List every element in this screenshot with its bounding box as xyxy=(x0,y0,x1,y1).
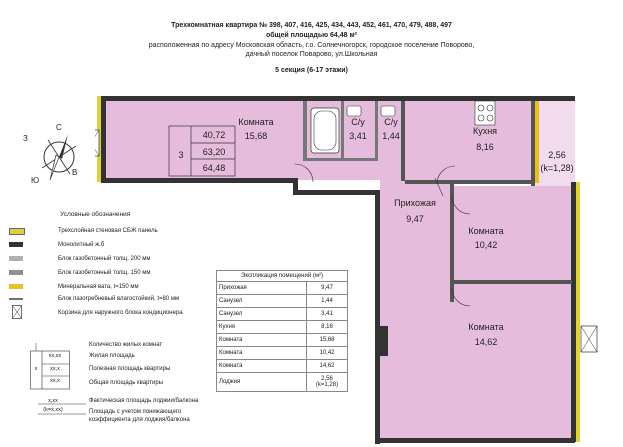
key-t0: Количество жилых комнат xyxy=(89,342,163,348)
compass-north: С xyxy=(56,123,62,132)
address-line-2: дачный поселок Поварово, ул.Школьная xyxy=(245,51,378,58)
key-t3: Общая площадь квартиры xyxy=(89,380,164,386)
legend-swatch-0 xyxy=(9,228,25,235)
key-lt1: Фактическая площадь лоджии/балкона xyxy=(89,398,199,404)
bath-name: С/у xyxy=(351,117,365,127)
legend-item-0: Трехслойная стеновая СБЖ панель xyxy=(58,228,158,234)
section-label: 5 секция (6-17 этажи) xyxy=(275,67,348,74)
summary-rooms: 3 xyxy=(178,150,184,160)
legend-swatch-4 xyxy=(9,284,23,289)
legend-swatch-3 xyxy=(9,270,23,275)
ac-basket-icon xyxy=(12,305,22,319)
wc-area: 1,44 xyxy=(382,131,400,141)
compass-east: В xyxy=(72,168,78,177)
key-lt2: Площадь с учетом понижающего xyxy=(89,409,182,415)
key-v2: xx,x xyxy=(50,366,60,372)
legend-item-4: Минеральная вата, t=150 мм xyxy=(58,284,139,290)
room-1-area: 15,68 xyxy=(244,131,268,141)
table-row: Кухня 8,16 xyxy=(217,321,348,334)
bath-area: 3,41 xyxy=(349,131,367,141)
table-row: Санузел 3,41 xyxy=(217,308,348,321)
explication-table xyxy=(216,270,348,392)
key-x: x xyxy=(34,366,38,372)
table-row: Комната 10,42 xyxy=(217,347,348,360)
room-3-name: Комната xyxy=(468,322,504,332)
address-line-1: расположенная по адресу Московская область, г.о. Солнечногорск, городское поселение Поворово, xyxy=(148,42,475,49)
key-l1: x,xx xyxy=(48,398,58,404)
legend-swatch-2 xyxy=(9,256,23,261)
compass-south: Ю xyxy=(31,176,40,185)
legend-item-1: Монолитный ж.б xyxy=(58,242,105,248)
table-row: Прихожая 9,47 xyxy=(217,282,348,295)
room-3-fill xyxy=(450,281,572,441)
kitchen-area: 8,16 xyxy=(476,142,494,152)
wc-name: С/у xyxy=(384,117,398,127)
table-row: Санузел 1,44 xyxy=(217,295,348,308)
legend-swatch-5 xyxy=(9,298,23,300)
key-lt3: коэффициента для лоджия/балкона xyxy=(89,417,190,423)
legend-item-2: Блок газобетонный толщ. 200 мм xyxy=(58,256,151,262)
apartment-area: общей площадью 64,48 м² xyxy=(265,32,358,39)
key-v1: xx,xx xyxy=(48,353,62,359)
room-2-name: Комната xyxy=(468,226,504,236)
hall-name: Прихожая xyxy=(394,198,436,208)
summary-total: 64,48 xyxy=(202,163,226,173)
summary-living: 40,72 xyxy=(202,130,226,140)
apartment-title: Трехкомнатная квартира № 398, 407, 416, 425, 434, 443, 452, 461, 470, 479, 488, 497 xyxy=(171,22,452,29)
table-row: Комната 15,68 xyxy=(217,334,348,347)
legend-swatch-1 xyxy=(9,242,23,247)
explication-title: Экспликация помещений (м²) xyxy=(217,271,348,282)
key-v3: xx,x xyxy=(50,378,60,384)
legend-item-3: Блок газобетонный толщ. 150 мм xyxy=(58,270,151,276)
hall-area: 9,47 xyxy=(406,214,424,224)
room-2-area: 10,42 xyxy=(474,240,498,250)
room-3-area: 14,62 xyxy=(474,337,498,347)
key-loggia-lines xyxy=(28,396,88,416)
key-t2: Полезная площадь квартиры xyxy=(89,366,171,372)
legend-item-5: Блок пазогребневый влагостойкий, t=80 мм xyxy=(58,296,180,302)
table-row: Лоджия 2,56 (k=1,28) xyxy=(217,373,348,392)
loggia-area: 2,56 xyxy=(548,150,566,160)
loggia-coef: (k=1,28) xyxy=(540,163,574,173)
kitchen-name: Кухня xyxy=(472,126,498,136)
key-t1: Жилая площадь xyxy=(89,353,135,359)
legend-item-6: Корзина для наружного блока кондиционера xyxy=(58,310,183,316)
table-row: Комната 14,62 xyxy=(217,360,348,373)
compass-west: З xyxy=(23,134,28,143)
room-1-name: Комната xyxy=(238,117,274,127)
key-l2: (k=x,xx) xyxy=(43,407,63,413)
summary-useful: 63,20 xyxy=(202,147,226,157)
legend-title: Условные обозначения xyxy=(60,211,131,218)
